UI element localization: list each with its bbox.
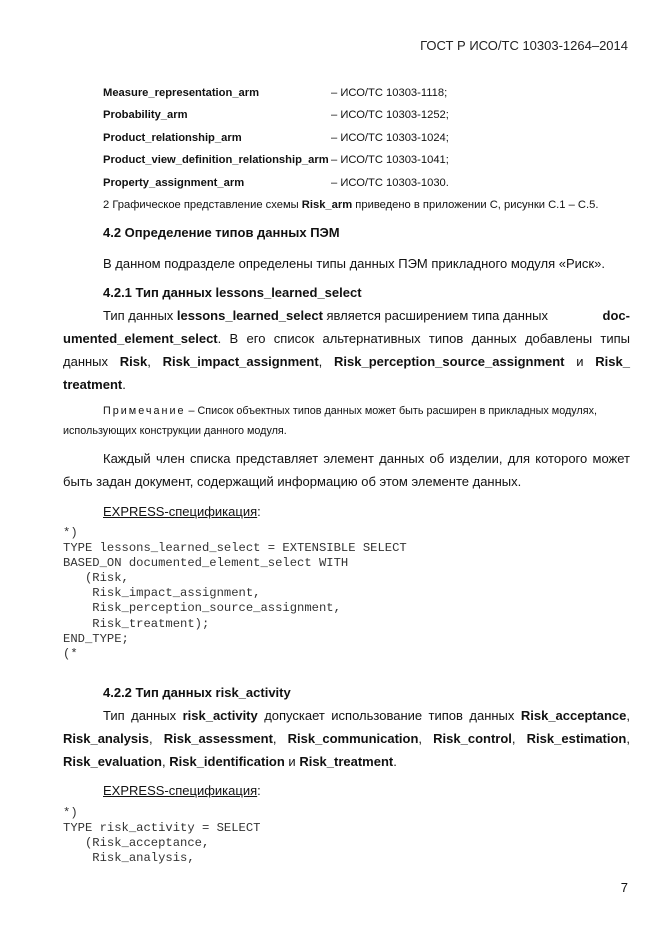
paragraph: В данном подразделе определены типы данных ПЭМ прикладного модуля «Риск». [103, 256, 605, 271]
paragraph-line: Тип данных lessons_learned_select является расширением типа данных doc- [103, 308, 630, 323]
express-label: EXPRESS-спецификация: [103, 783, 261, 798]
note: Примечание – Список объектных типов данных может быть расширен в прикладных модулях, [103, 405, 597, 417]
ref-standard: – ИСО/ТС 10303-1030. [331, 177, 449, 189]
ref-standard: – ИСО/ТС 10303-1252; [331, 109, 449, 121]
paragraph-line: быть задан документ, содержащий информацию об этом элементе данных. [63, 474, 522, 489]
page-number: 7 [620, 880, 628, 895]
ref-name: Probability_arm [103, 109, 188, 121]
subsection-heading: 4.2.1 Тип данных lessons_learned_select [103, 285, 362, 300]
paragraph-line: treatment. [63, 377, 126, 392]
ref-name: Product_view_definition_relationship_arm [103, 154, 329, 166]
paragraph-line: Risk_evaluation, Risk_identification и Risk_treatment. [63, 754, 397, 769]
express-label: EXPRESS-спецификация: [103, 504, 261, 519]
ref-standard: – ИСО/ТС 10303-1041; [331, 154, 449, 166]
note-2: 2 Графическое представление схемы Risk_arm приведено в приложении С, рисунки С.1 – С.5. [103, 199, 599, 211]
subsection-heading: 4.2.2 Тип данных risk_activity [103, 685, 291, 700]
paragraph-line: umented_element_select. В его список альтернативных типов данных добавлены типы [63, 331, 630, 346]
express-code-block: *) TYPE lessons_learned_select = EXTENSIBLE SELECT BASED_ON documented_element_select WITH (Risk, Risk_impact_assignment, Risk_perception_source_assignment, Risk_treatment); END_TYPE; (* [63, 526, 407, 661]
paragraph-line: данных Risk, Risk_impact_assignment, Risk_perception_source_assignment и Risk_ [63, 354, 630, 369]
document-header: ГОСТ Р ИСО/ТС 10303-1264–2014 [420, 38, 628, 53]
section-heading: 4.2 Определение типов данных ПЭМ [103, 225, 340, 240]
ref-standard: – ИСО/ТС 10303-1118; [331, 87, 448, 99]
paragraph-line: Тип данных risk_activity допускает использование типов данных Risk_acceptance, [103, 708, 630, 723]
ref-name: Product_relationship_arm [103, 132, 242, 144]
paragraph-line: Risk_analysis, Risk_assessment, Risk_communication, Risk_control, Risk_estimation, [63, 731, 630, 746]
ref-name: Property_assignment_arm [103, 177, 245, 189]
ref-name: Measure_representation_arm [103, 87, 260, 99]
ref-standard: – ИСО/ТС 10303-1024; [331, 132, 449, 144]
note-continuation: использующих конструкции данного модуля. [63, 425, 287, 437]
paragraph-line: Каждый член списка представляет элемент данных об изделии, для которого может [103, 451, 630, 466]
express-code-block: *) TYPE risk_activity = SELECT (Risk_acceptance, Risk_analysis, [63, 806, 261, 866]
